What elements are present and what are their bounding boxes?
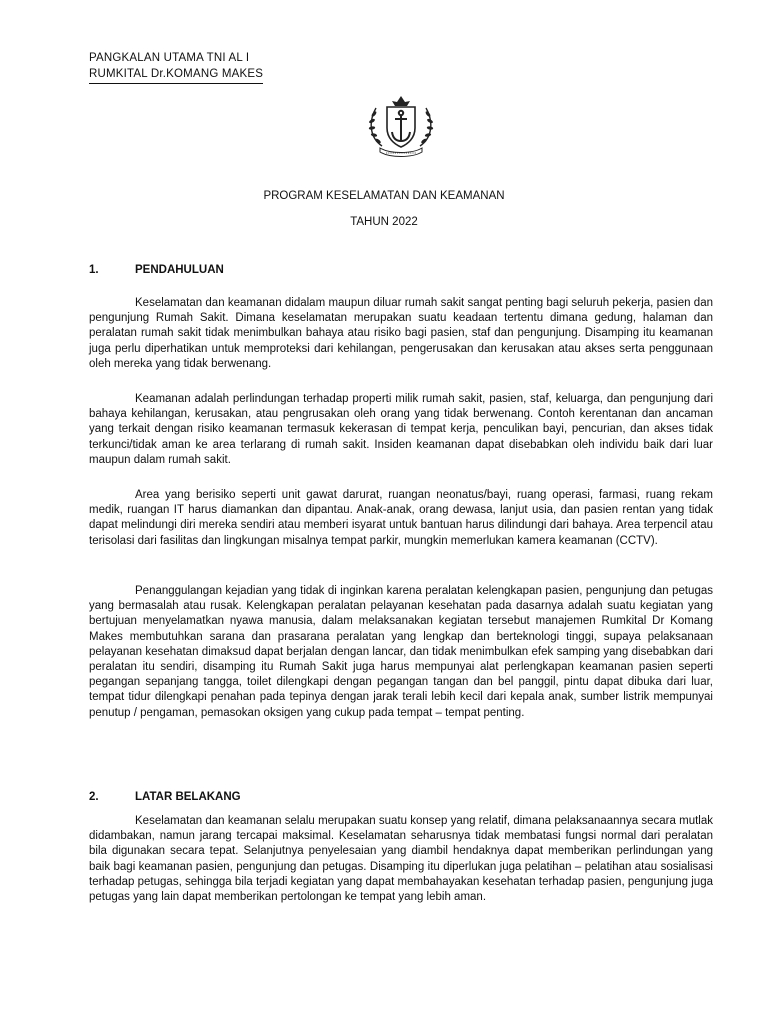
section-number: 1.	[89, 264, 99, 276]
letterhead-command: PANGKALAN UTAMA TNI AL I	[89, 52, 250, 64]
paragraph: Keamanan adalah perlindungan terhadap properti milik rumah sakit, pasien, staf, keluarga, dan pengunjung dari bahaya kehilangan, kerusakan, atau pengrusakan oleh orang yang tidak berwenang. Contoh kerentanan dan ancaman yang terkait dengan risiko keamanan termasuk kekerasan di tempat kerja, penculikan bayi, pencurian, dan akses tidak terkunci/tidak aman ke area terlarang di rumah sakit. Insiden keamanan dapat disebabkan oleh individu baik dari luar maupun dalam rumah sakit.	[89, 393, 713, 466]
section-title: LATAR BELAKANG	[135, 791, 241, 803]
section-heading-latar-belakang	[89, 791, 241, 803]
paragraph: Penanggulangan kejadian yang tidak di inginkan karena peralatan kelengkapan pasien, pengunjung dan petugas yang bermasalah atau rusak. Kelengkapan peralatan pelayanan kesehatan pada dasarnya adalah suatu kegiatan yang bertujuan menyelamatkan nyawa manusia, dalam melaksanakan kegiatan tersebut manajemen Rumkital Dr Komang Makes membutuhkan sarana dan prasarana peralatan yang lengkap dan berteknologi tinggi, supaya pelaksanaan pelayanan kesehatan dimaksud dapat berjalan dengan lancar, dan tidak menimbulkan efek samping yang disebabkan dari peralatan itu sendiri, disamping itu Rumah Sakit juga harus mempunyai alat perlengkapan keamanan pasien seperti pegangan sepanjang tangga, toilet dilengkapi dengan pegangan tangan dan bel panggil, pintu dapat dibuka dari luar, tempat tidur dilengkapi penahan pada tepinya dengan jarak terali lebih kecil dari kepala anak, sumber listrik mempunyai penutup / pengaman, pemasokan oksigen yang cukup pada tempat – tempat penting.	[89, 585, 713, 719]
letterhead	[89, 50, 263, 84]
letterhead-hospital: RUMKITAL Dr.KOMANG MAKES	[89, 66, 263, 84]
paragraph: Area yang berisiko seperti unit gawat darurat, ruangan neonatus/bayi, ruang operasi, farmasi, ruang rekam medik, ruangan IT harus diamankan dan dipantau. Anak-anak, orang dewasa, lanjut usia, dan pasien rentan yang tidak dapat melindungi diri mereka sendiri atau memberi isyarat untuk bantuan harus dilindungi dari bahaya. Area terpencil atau terisolasi dari fasilitas dan lingkungan misalnya tempat parkir, mungkin memerlukan kamera keamanan (CCTV).	[89, 489, 713, 547]
section-title: PENDAHULUAN	[135, 264, 224, 276]
document-year: TAHUN 2022	[350, 216, 418, 228]
document-title: PROGRAM KESELAMATAN DAN KEAMANAN	[263, 190, 505, 202]
paragraph: Keselamatan dan keamanan selalu merupakan suatu konsep yang relatif, dimana pelaksanaannya secara mutlak didambakan, namun jarang tercapai maksimal. Keselamatan seharusnya tidak membatasi fungsi normal dari peralatan bila digunakan secara tepat. Selanjutnya penyelesaian yang diambil hendaknya dapat memberikan perlindungan yang baik bagi keamanan pasien, pengunjung dan petugas. Disamping itu diperlukan juga pelatihan – pelatihan atau sosialisasi terhadap petugas, sehingga bila terjadi kegiatan yang dapat membahayakan kesehatan terhadap pasien, pengunjung juga petugas yang lain dapat memberikan pertolongan ke tempat yang lebih aman.	[89, 815, 713, 904]
paragraph: Keselamatan dan keamanan didalam maupun diluar rumah sakit sangat penting bagi seluruh pekerja, pasien dan pengunjung Rumah Sakit. Dimana keselamatan merupakan suatu keadaan tertentu dimana gedung, halaman dan peralatan rumah sakit tidak menimbulkan bahaya atau risiko bagi pasien, staf dan pengunjung. Disamping itu keamanan juga perlu diperhatikan untuk memproteksi dari kehilangan, pengerusakan dan kerusakan atau akses serta penggunaan oleh mereka yang tidak berwenang.	[89, 297, 713, 370]
navy-anchor-emblem-icon	[362, 92, 440, 160]
section-heading-pendahuluan	[89, 264, 224, 276]
section-number: 2.	[89, 791, 99, 803]
